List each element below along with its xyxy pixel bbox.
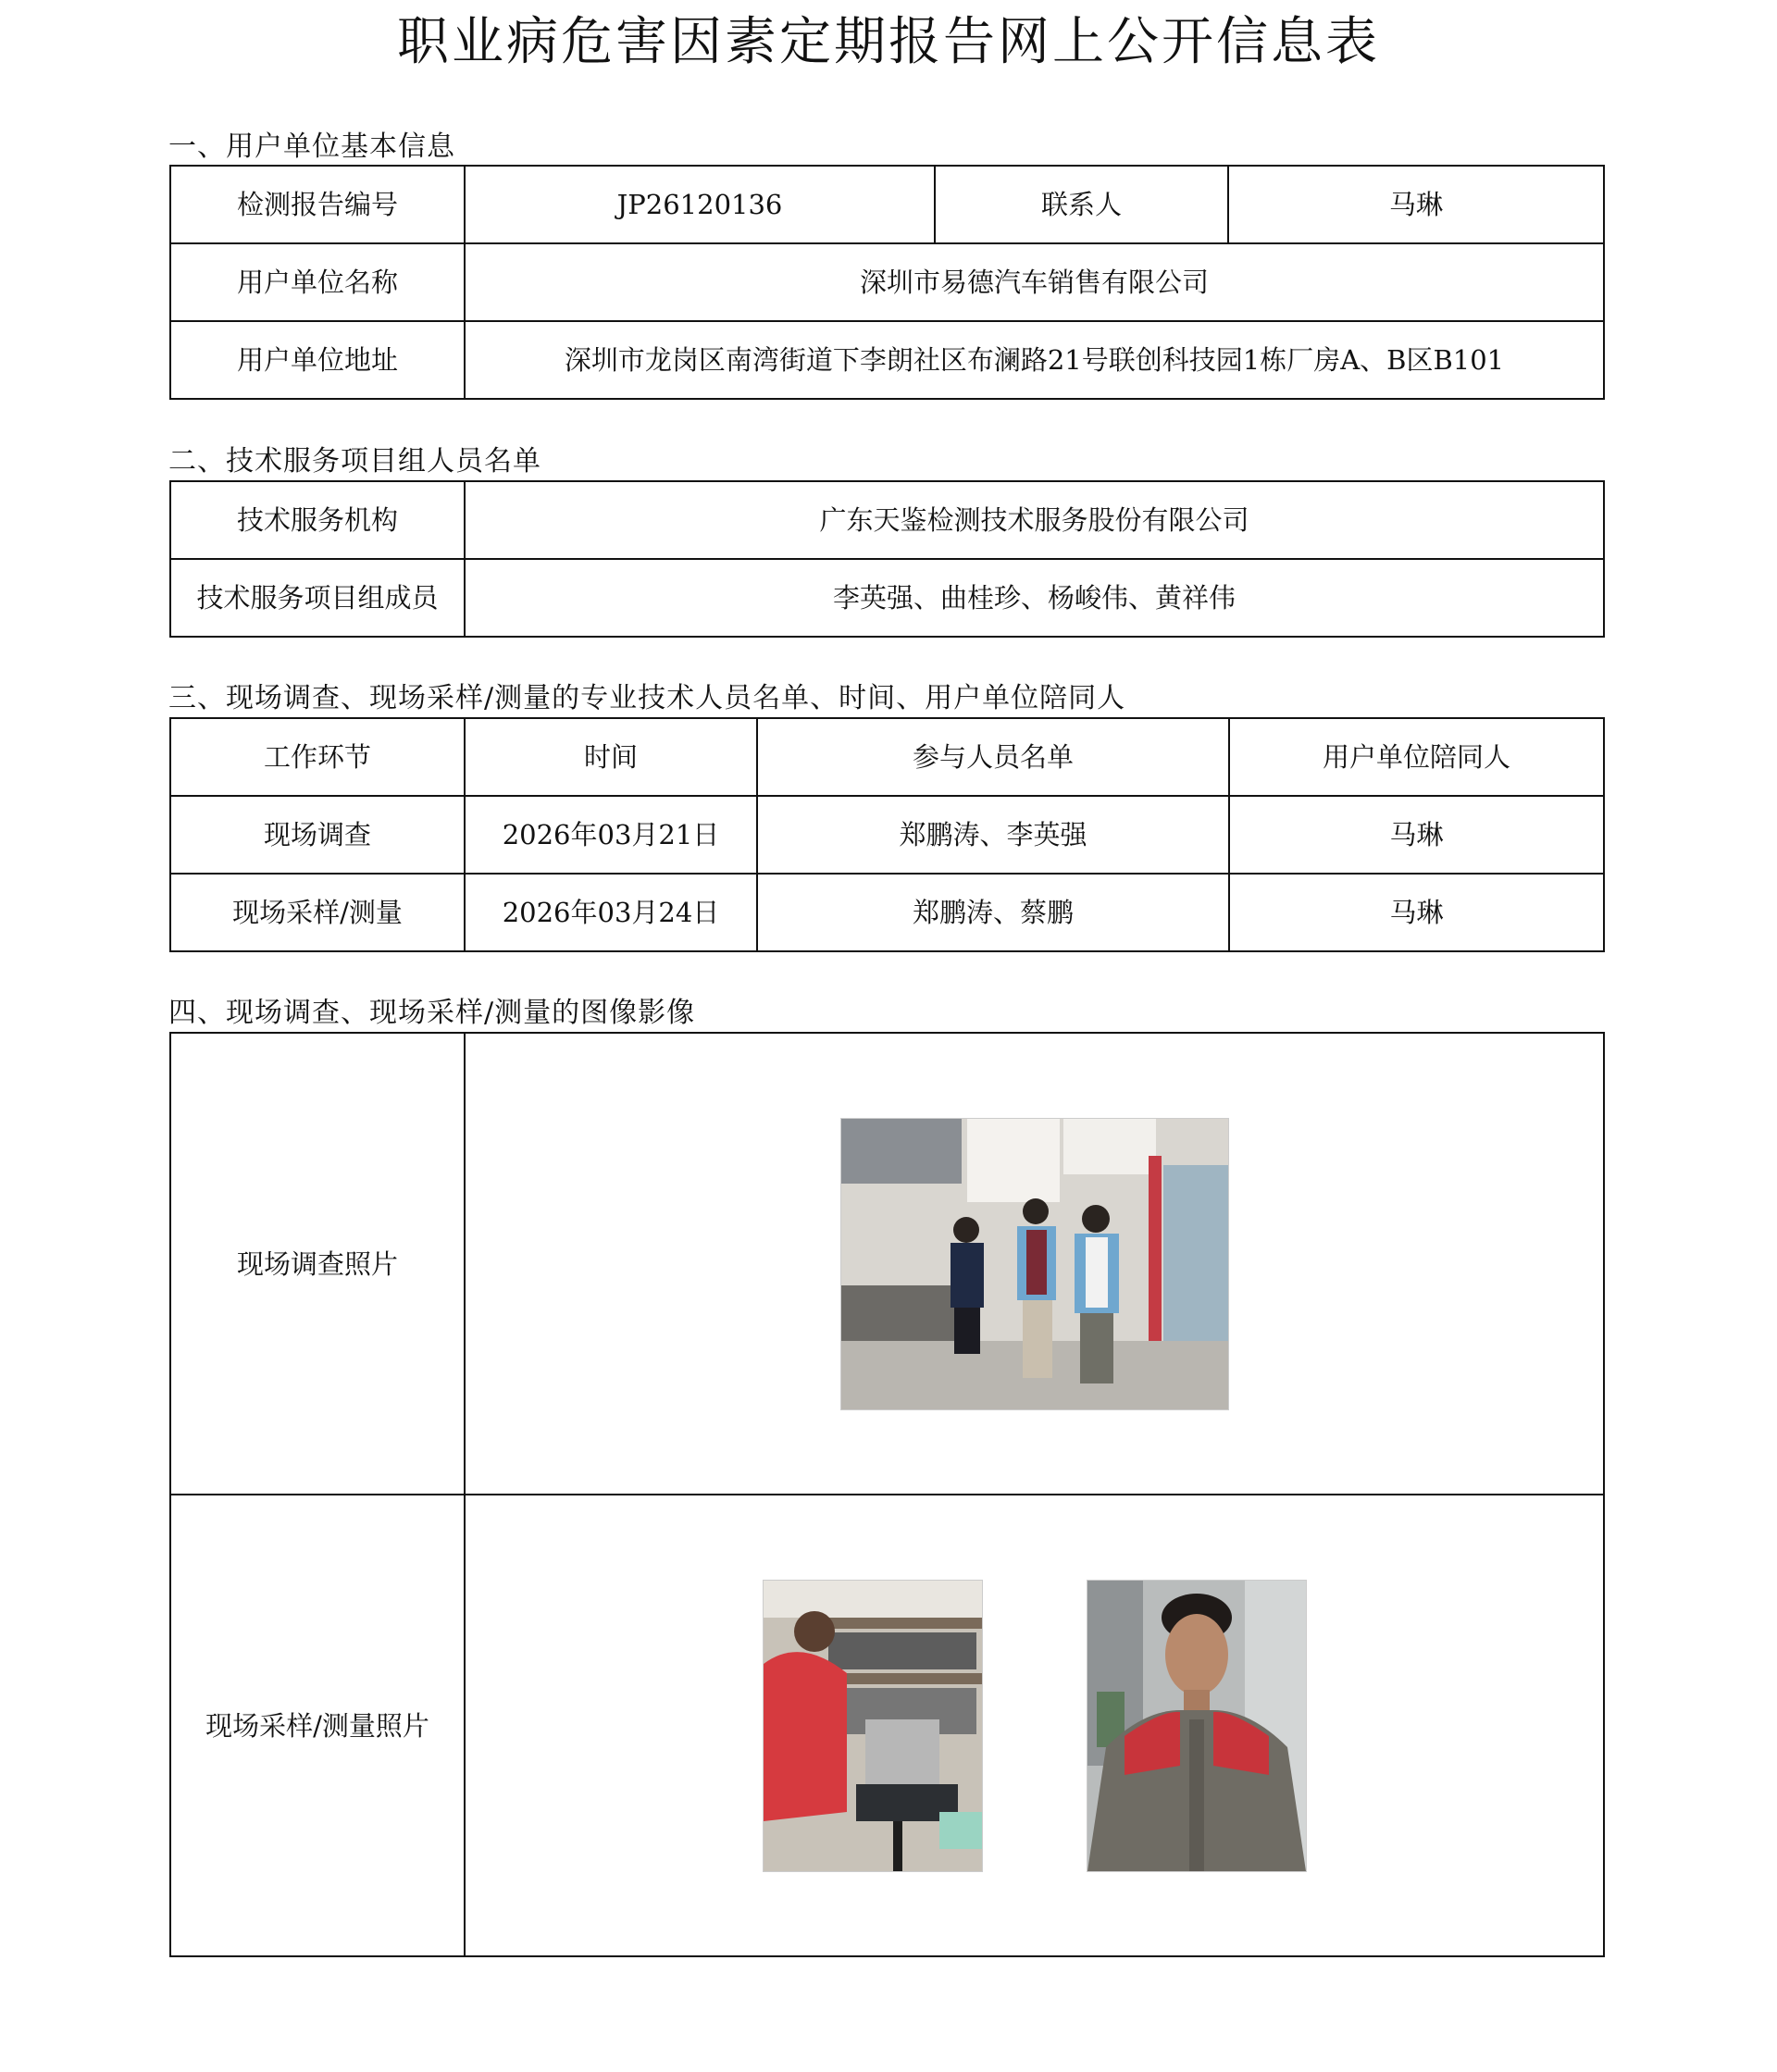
company-name-label: 用户单位名称 [170,243,465,321]
schedule-table [169,717,1605,952]
sampling-photo-label: 现场采样/测量照片 [170,1495,465,1956]
row-escort: 马琳 [1229,874,1604,951]
members-label: 技术服务项目组成员 [170,559,465,637]
sampling-photo-worker [1087,1580,1307,1872]
table-row [170,481,1604,559]
address-value: 深圳市龙岗区南湾街道下李朗社区布澜路21号联创科技园1栋厂房A、B区B101 [465,321,1604,399]
table-row [170,166,1604,243]
address-label: 用户单位地址 [170,321,465,399]
contact-value: 马琳 [1228,166,1604,243]
header-participants: 参与人员名单 [757,718,1229,796]
table-row [170,321,1604,399]
section-heading-team: 二、技术服务项目组人员名单 [168,445,541,478]
org-value: 广东天鉴检测技术服务股份有限公司 [465,481,1604,559]
header-escort: 用户单位陪同人 [1229,718,1604,796]
members-value: 李英强、曲桂珍、杨峻伟、黄祥伟 [465,559,1604,637]
sampling-photo-cell [465,1495,1604,1956]
survey-photo-label: 现场调查照片 [170,1033,465,1495]
section-heading-photos: 四、现场调查、现场采样/测量的图像影像 [168,997,696,1029]
table-header-row [170,718,1604,796]
contact-label: 联系人 [935,166,1228,243]
row-stage: 现场采样/测量 [170,874,465,951]
row-participants: 郑鹏涛、李英强 [757,796,1229,874]
table-row [170,243,1604,321]
basic-info-table [169,165,1605,400]
report-no-label: 检测报告编号 [170,166,465,243]
report-no-value: JP26120136 [465,166,935,243]
row-escort: 马琳 [1229,796,1604,874]
table-row [170,1033,1604,1495]
table-row [170,1495,1604,1956]
page-title: 职业病危害因素定期报告网上公开信息表 [397,12,1380,72]
sampling-photo-instrument [763,1580,983,1872]
table-row [170,559,1604,637]
row-stage: 现场调查 [170,796,465,874]
survey-group-photo [840,1118,1229,1410]
section-heading-basic-info: 一、用户单位基本信息 [168,130,455,163]
header-time: 时间 [465,718,757,796]
header-stage: 工作环节 [170,718,465,796]
row-participants: 郑鹏涛、蔡鹏 [757,874,1229,951]
section-heading-schedule: 三、现场调查、现场采样/测量的专业技术人员名单、时间、用户单位陪同人 [168,682,1126,714]
table-row [170,796,1604,874]
company-name-value: 深圳市易德汽车销售有限公司 [465,243,1604,321]
row-time: 2026年03月24日 [465,874,757,951]
team-table [169,480,1605,638]
photos-table [169,1032,1605,1957]
table-row [170,874,1604,951]
survey-photo-cell [465,1033,1604,1495]
org-label: 技术服务机构 [170,481,465,559]
row-time: 2026年03月21日 [465,796,757,874]
